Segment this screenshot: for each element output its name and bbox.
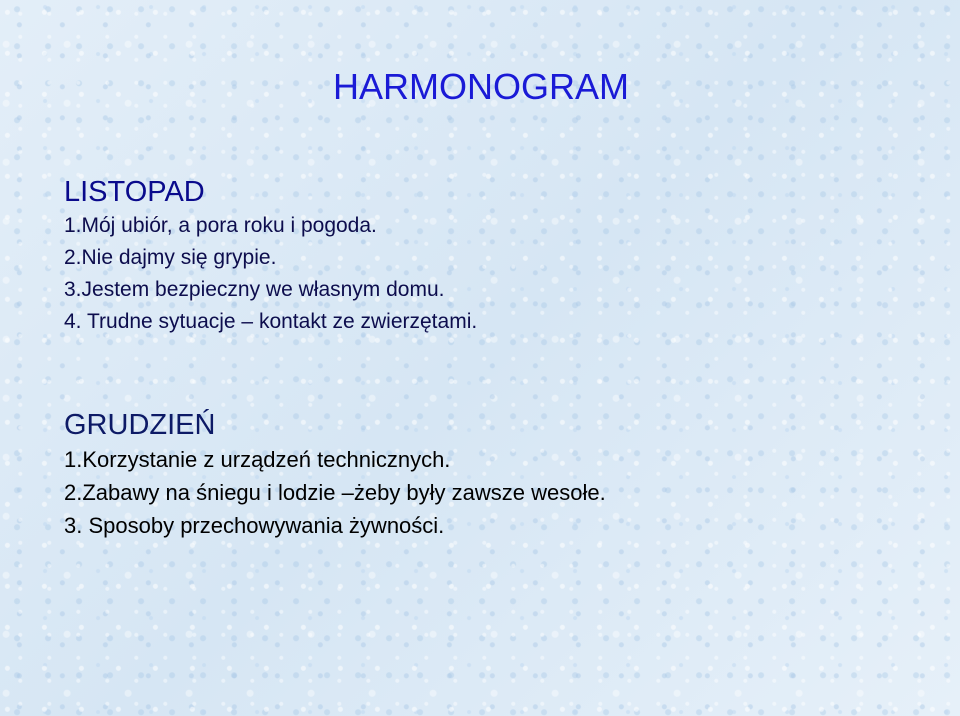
list-item: 1.Korzystanie z urządzeń technicznych. <box>64 447 451 472</box>
list-item: 1.Mój ubiór, a pora roku i pogoda. <box>64 214 377 237</box>
list-item: 4. Trudne sytuacje – kontakt ze zwierzętami. <box>64 310 478 333</box>
slide-title <box>0 66 960 108</box>
title-text: HARMONOGRAM <box>333 66 629 107</box>
section-grudzien <box>64 407 924 542</box>
list-item: 3. Sposoby przechowywania żywności. <box>64 513 445 538</box>
list-item: 2.Nie dajmy się grypie. <box>64 246 277 269</box>
list-item: 2.Zabawy na śniegu i lodzie –żeby były zawsze wesołe. <box>64 480 606 505</box>
list-item: 3.Jestem bezpieczny we własnym domu. <box>64 278 445 301</box>
section-listopad <box>64 174 924 338</box>
section-heading-grudzien: GRUDZIEŃ <box>64 409 216 441</box>
slide-content <box>64 174 924 542</box>
section-heading-listopad: LISTOPAD <box>64 176 205 208</box>
